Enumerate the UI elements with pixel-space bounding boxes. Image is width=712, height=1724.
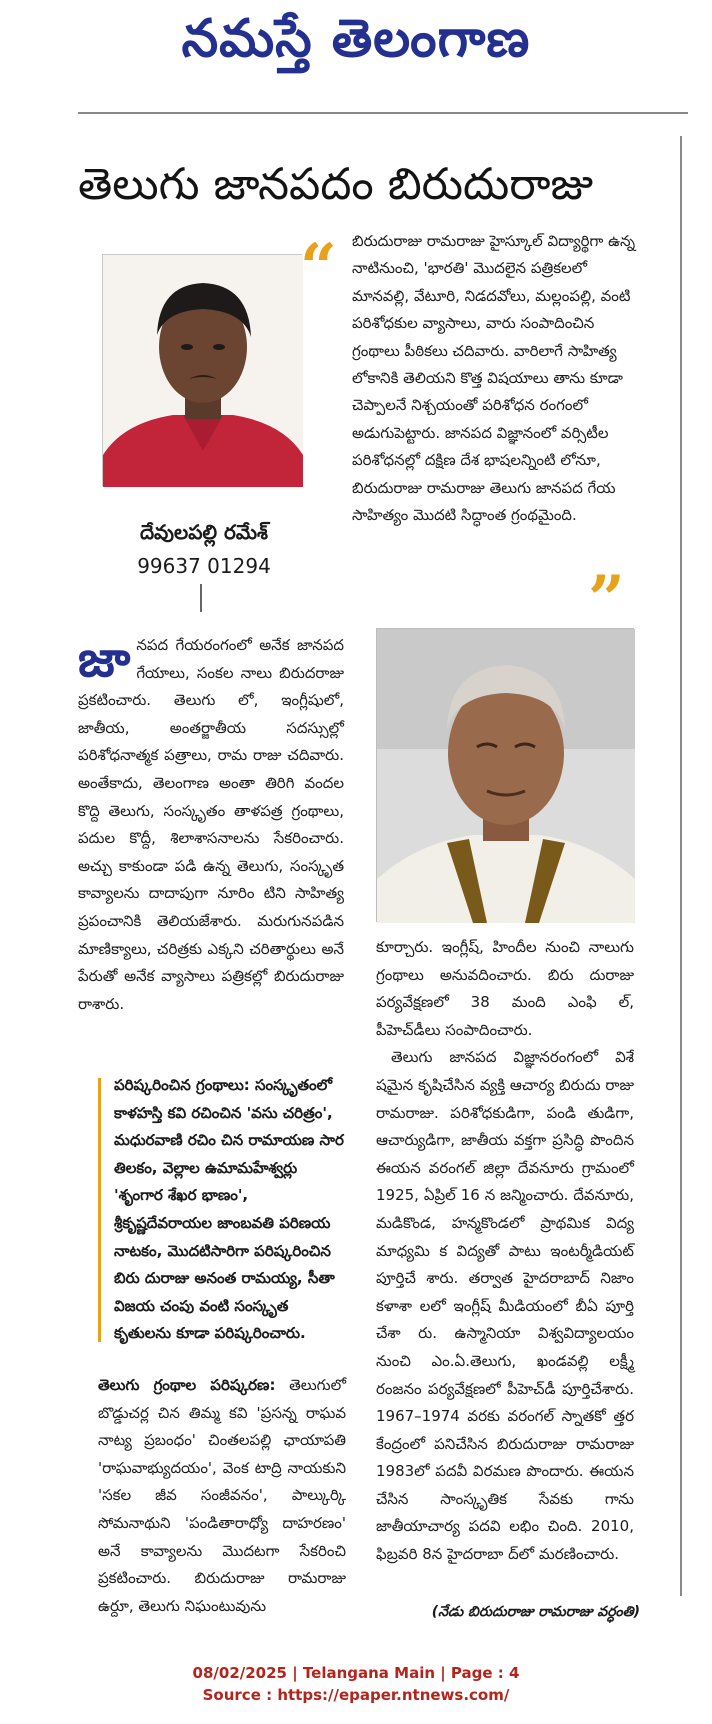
article-paragraph-2: తెలుగులో బొడ్డుచర్ల చిన తిమ్మ కవి 'ప్రసన్న రాఘవ నాట్య ప్రబంధం' చింతలపల్లి ఛాయాపతి 'రాఘవాభ్యుదయం', వెంక టాద్రి నాయకుని 'సకల జీవ సంజీవనం', పాల్కుర్కి సోమనాథుని 'పండితారాధ్యో దాహరణం' అనే కావ్యాలను మొదటగా సేకరించి ప్రకటించారు. బిరుదురాజు రామరాజు ఉర్దూ, తెలుగు నిఘంటువును [98, 1376, 346, 1615]
author-divider [200, 584, 202, 612]
quote-close-icon: ” [588, 568, 625, 620]
pull-quote: బిరుదురాజు రామరాజు హైస్కూల్ విద్యార్థిగా ఉన్న నాటినుంచి, 'భారతి' మొదలైన పత్రికలలో మానవల్లి, వేటూరి, నిడదవోలు, మల్లంపల్లి, వంటి పరిశోధకుల వ్యాసాలు, వారు సంపాదించిన గ్రంథాలు పీఠికలు చదివారు. వారిలాగే సాహిత్య లోకానికి తెలియని కొత్త విషయాలు తాను కూడా చెప్పాలనే నిశ్చయంతో పరిశోధన రంగంలో అడుగుపెట్టారు. జానపద విజ్ఞానంలో వర్సిటీల పరిశోధనల్లో దక్షిణ దేశ భాషలన్నింటి లోనూ, బిరుదురాజు రామరాజు తెలుగు జానపద గేయ సాహిత్యం మొదటి సిద్ధాంత గ్రంథమైంది. [352, 232, 636, 525]
sidebar-accent-bar [98, 1078, 101, 1342]
article-headline: తెలుగు జానపదం బిరుదురాజు [78, 159, 594, 210]
article-paragraph-1: నపద గేయరంగంలో అనేక జానపద గేయాలు, సంకల నాలు బిరుదరాజు ప్రకటించారు. తెలుగు లో, ఇంగ్లీషులో, జాతీయ, అంతర్జాతీయ సదస్సుల్లో పరిశోధనాత్మక పత్రాలు, రామ రాజు చదివారు. అంతేకాదు, తెలంగాణ అంతా తిరిగి వందల కొద్ది తెలుగు, సంస్కృతం తాళపత్ర గ్రంథాలు, పదుల కొద్దీ, శిలాశాసనాలను సేకరించారు. అచ్చు కాకుండా పడి ఉన్న తెలుగు, సంస్కృత కావ్యాలను దాదాపుగా నూరిం టిని సాహిత్య ప్రపంచానికి తెలియజేశారు. మరుగునపడిన మాణిక్యాలు, చరిత్రకు ఎక్కని చరితార్థులు అనే పేరుతో అనేక వ్యాసాలు పత్రికల్లో బిరుదురాజు రాశారు. [78, 636, 344, 1013]
article-paragraph-3: కూర్చారు. ఇంగ్లీష్, హిందీల నుంచి నాలుగు గ్రంథాలు అనువదించారు. బిరు దురాజు పర్యవేక్షణలో 38 మంది ఎంఫి ల్, పీహెచ్‌డీలు సంపాదించారు. [376, 938, 634, 1039]
newspaper-masthead: నమస్తే తెలంగాణ [181, 9, 531, 69]
column-divider [680, 136, 682, 1596]
subject-photo [376, 628, 634, 922]
footer-edition-info: 08/02/2025 | Telangana Main | Page : 4 [192, 1664, 520, 1682]
masthead-divider [78, 112, 688, 114]
author-portrait-image [103, 255, 303, 487]
subject-portrait-image [377, 629, 635, 923]
article-body-right [376, 934, 634, 1569]
sidebar-edited-works: పరిష్కరించిన గ్రంథాలు: సంస్కృతంలో కాళహస్తి కవి రచించిన 'వసు చరిత్రం', మధురవాణి రచిం చిన రామాయణ సార తిలకం, వెల్లాల ఉమామహేశ్వర్లు 'శృంగార శేఖర భాణం', శ్రీకృష్ణదేవరాయల జాంబవతి పరిణయ నాటకం, మొదటిసారిగా పరిష్కరించిన బిరు దురాజు అనంత రామయ్య, సీతా విజయ చంపు వంటి సంస్కృత కృతులను కూడా పరిష్కరించారు. [114, 1076, 344, 1343]
page-footer [0, 1662, 712, 1706]
author-phone: 99637 01294 [137, 554, 271, 578]
quote-open-icon: “ [300, 236, 337, 288]
article-body-left-top [78, 632, 344, 1018]
article-body-left-bottom [98, 1372, 346, 1620]
article-paragraph-4: తెలుగు జానపద విజ్ఞానరంగంలో విశే షమైన కృషిచేసిన వ్యక్తి ఆచార్య బిరుదు రాజు రామరాజు. పరిశోధకుడిగా, పండి తుడిగా, ఆచార్యుడిగా, జాతీయ వక్తగా ప్రసిద్ధి పొందిన ఈయన వరంగల్ జిల్లా దేవనూరు గ్రామంలో 1925, ఏప్రిల్ 16 న జన్మించారు. దేవనూరు, మడికొండ, హన్మకొండలో ప్రాథమిక విద్య మాధ్యమి క విద్యతో పాటు ఇంటర్మీడియట్ పూర్తిచే శారు. తర్వాత హైదరాబాద్ నిజాం కళాశా లలో ఇంగ్లీష్ మీడియంలో బీఏ పూర్తి చేశా రు. ఉస్మానియా విశ్వవిద్యాలయం నుంచి ఎం.ఏ.తెలుగు, ఖండవల్లి లక్ష్మీ రంజనం పర్యవేక్షణలో పీహెచ్‌డీ పూర్తిచేశారు. 1967–1974 వరకు వరంగల్ స్నాతకో త్తర కేంద్రంలో పనిచేసిన బిరుదురాజు రామరాజు 1983లో పదవీ విరమణ పొందారు. ఈయన చేసిన సాంస్కృతిక సేవకు గాను జాతీయాచార్య పదవి లభిం చింది. 2010, ఫిబ్రవరి 8న హైదరాబా ద్‌లో మరణించారు. [376, 1048, 634, 1564]
author-name: దేవులపల్లి రమేశ్ [139, 520, 269, 544]
anniversary-note [410, 1600, 640, 1624]
anniversary-note-text: (నేడు బిరుదురాజు రామరాజు వర్ధంతి) [431, 1604, 640, 1620]
author-photo [102, 254, 302, 486]
paragraph-lead: తెలుగు గ్రంథాల పరిష్కరణ: [98, 1376, 276, 1394]
drop-cap: జా [78, 630, 131, 688]
footer-source-link[interactable]: Source : https://epaper.ntnews.com/ [202, 1686, 510, 1704]
